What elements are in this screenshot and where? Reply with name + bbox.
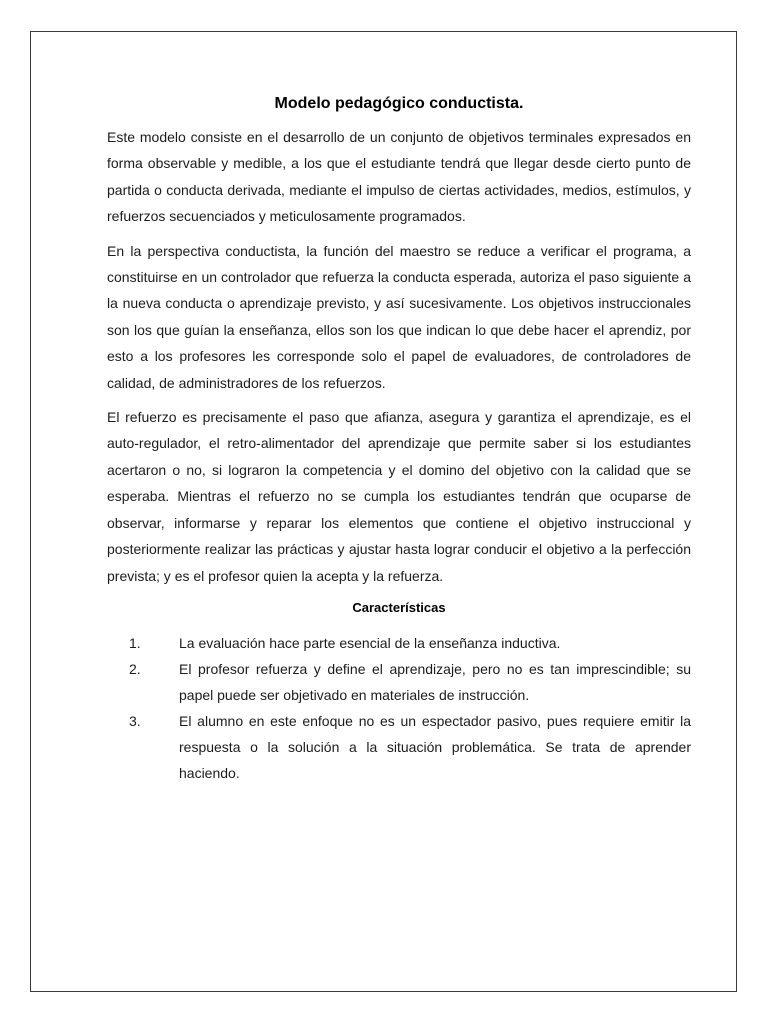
document-title: Modelo pedagógico conductista. xyxy=(274,95,524,112)
list-item-text: La evaluación hace parte esencial de la enseñanza inductiva. xyxy=(179,634,561,651)
list-item xyxy=(107,630,691,656)
paragraph-teacher-role: En la perspectiva conductista, la función del maestro se reduce a verificar el programa, a constituirse en un controlador que refuerza la conducta esperada, autoriza el paso siguiente a la nueva conducta o aprendizaje previsto, y así sucesivamente. Los objetivos instruccionales son los que guían la enseñanza, ellos son los que indican lo que debe hacer el aprendiz, por esto a los profesores les corresponde solo el papel de evaluadores, de controladores de calidad, de administradores de los refuerzos. xyxy=(107,242,691,391)
list-item-number: 3. xyxy=(129,712,141,729)
list-item-text: El profesor refuerza y define el aprendizaje, pero no es tan imprescindible; su papel puede ser objetivado en materiales de instrucción. xyxy=(179,660,691,703)
document-page xyxy=(30,31,737,992)
paragraph-intro: Este modelo consiste en el desarrollo de un conjunto de objetivos terminales expresados en forma observable y medible, a los que el estudiante tendrá que llegar desde cierto punto de partida o conducta derivada, mediante el impulso de ciertas actividades, medios, estímulos, y refuerzos secuenciados y meticulosamente programados. xyxy=(107,129,691,225)
list-item-text: El alumno en este enfoque no es un espectador pasivo, pues requiere emitir la respuesta o la solución a la situación problemática. Se trata de aprender haciendo. xyxy=(179,712,691,781)
list-item-number: 1. xyxy=(129,634,141,651)
section-heading-characteristics: Características xyxy=(352,599,446,615)
list-item xyxy=(107,708,691,786)
list-item xyxy=(107,656,691,708)
paragraph-reinforcement: El refuerzo es precisamente el paso que afianza, asegura y garantiza el aprendizaje, es el auto-regulador, el retro-alimentador del aprendizaje que permite saber si los estudiantes acertaron o no, si lograron la competencia y el domino del objetivo con la calidad que se esperaba. Mientras el refuerzo no se cumpla los estudiantes tendrán que ocuparse de observar, informarse y reparar los elementos que contiene el objetivo instruccional y posteriormente realizar las prácticas y ajustar hasta lograr conducir el objetivo a la perfección prevista; y es el profesor quien la acepta y la refuerza. xyxy=(107,409,691,584)
list-item-number: 2. xyxy=(129,660,141,677)
characteristics-list xyxy=(107,630,691,786)
document-content xyxy=(107,93,691,786)
